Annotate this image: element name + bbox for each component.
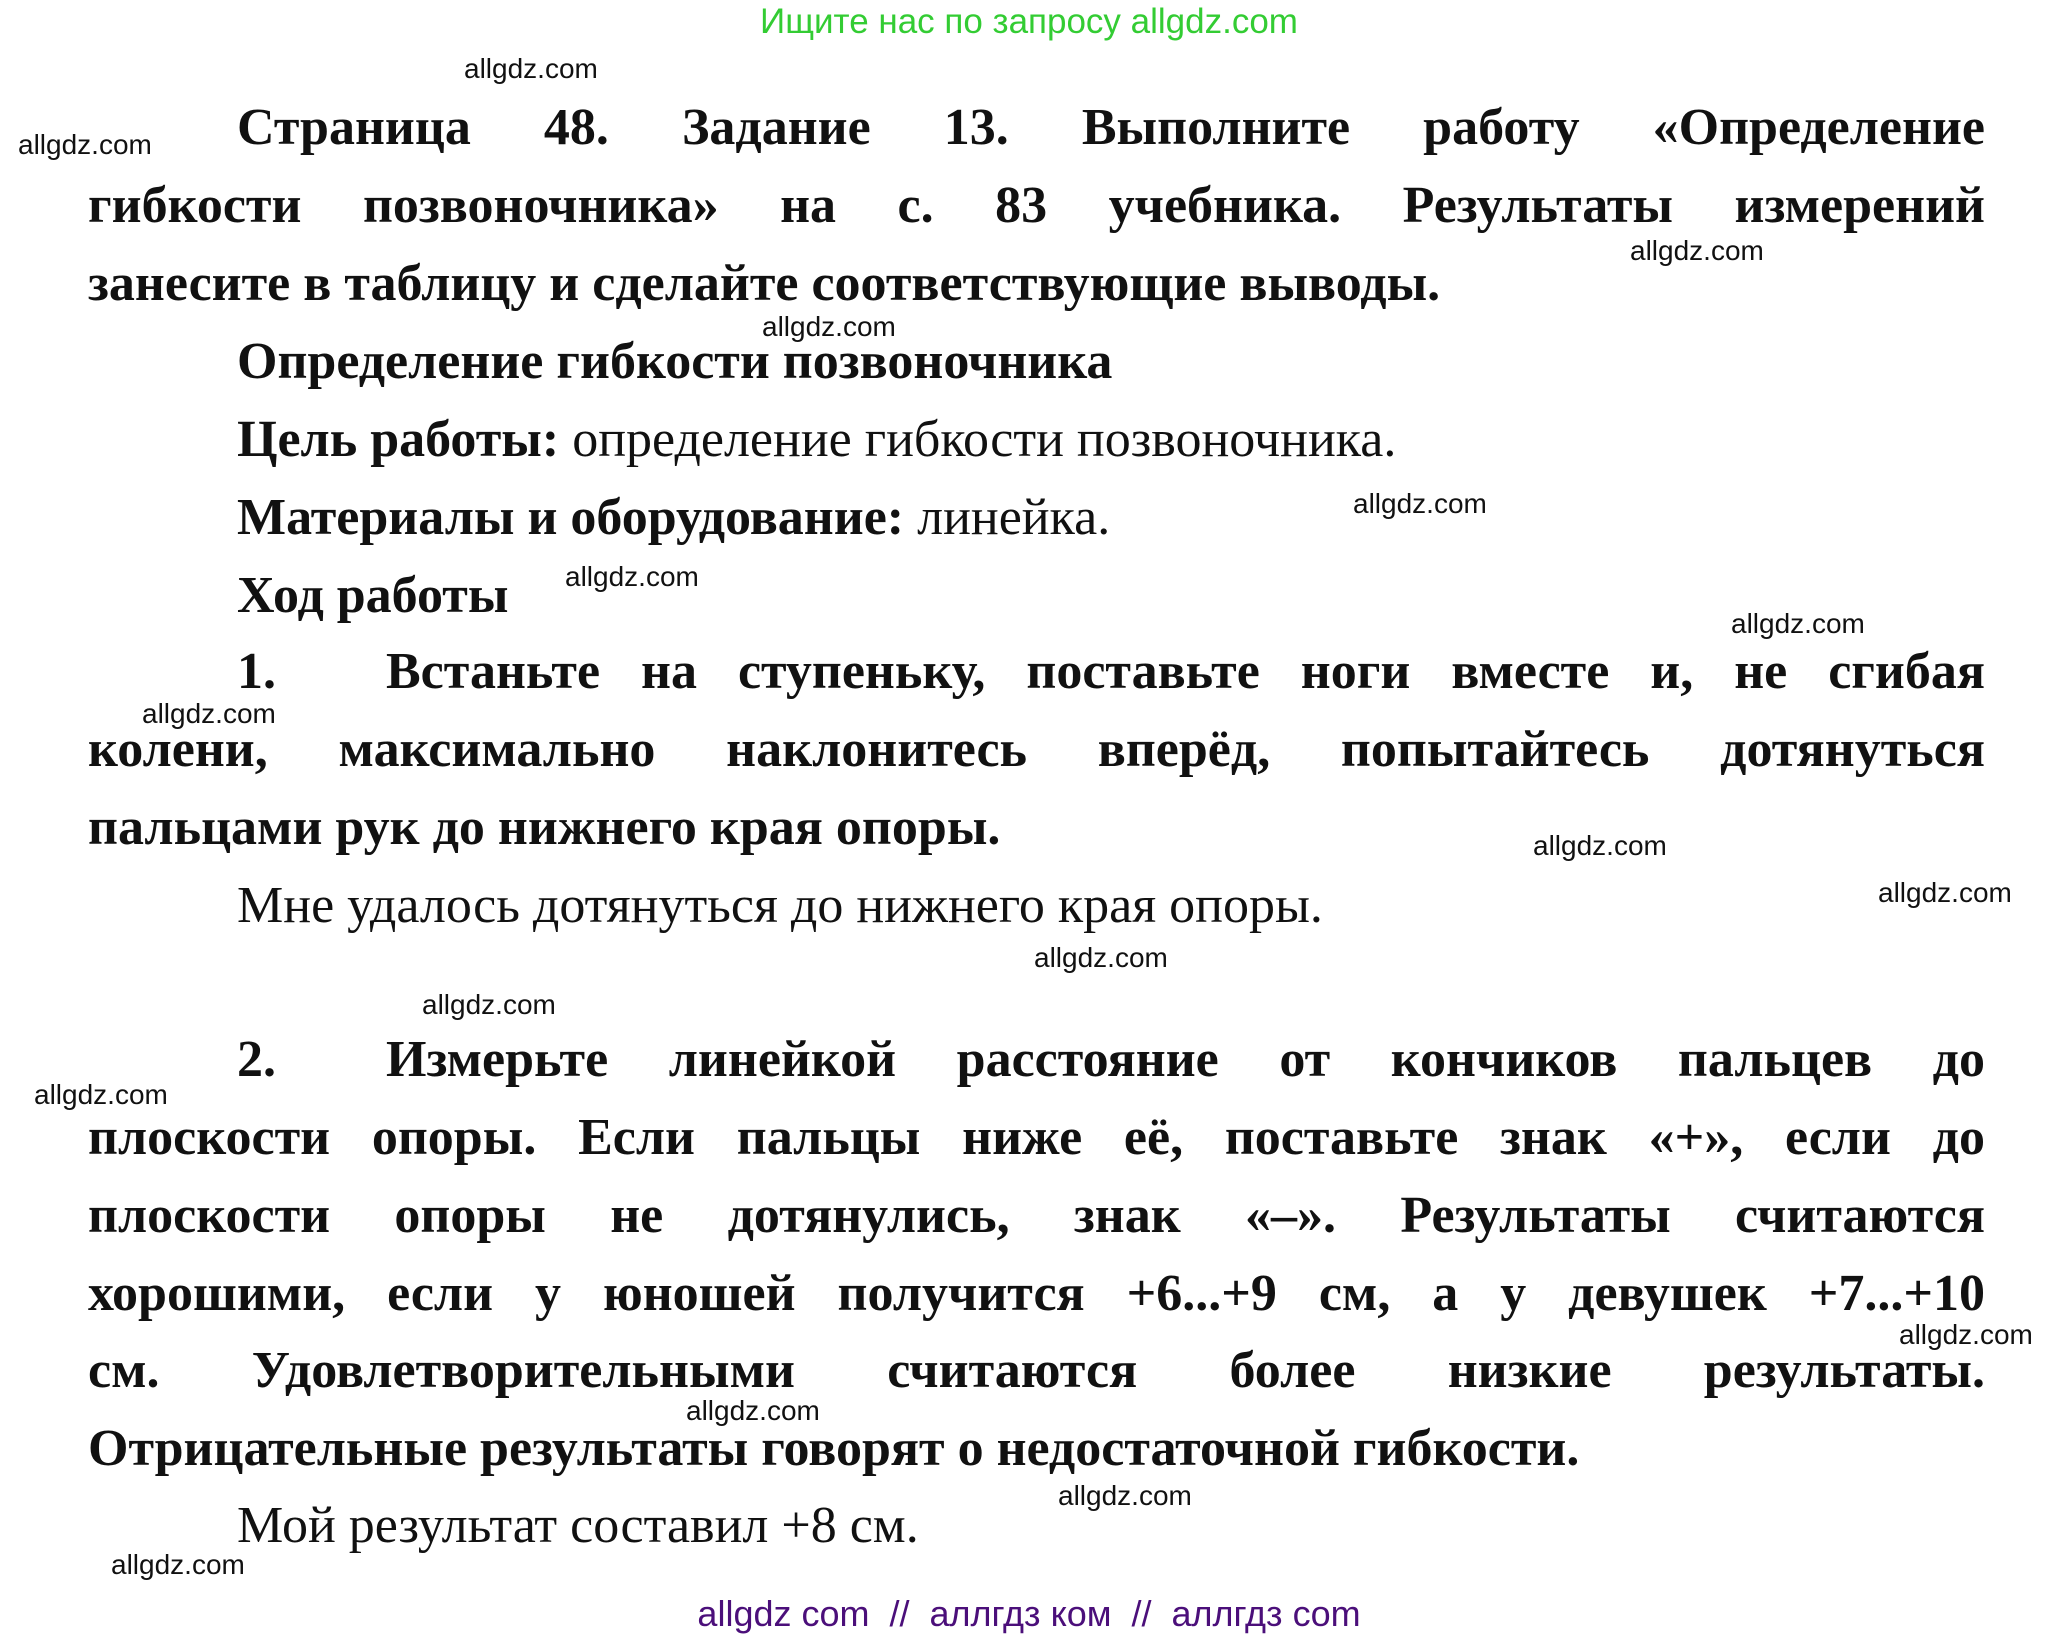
step1-answer: Мне удалось дотянуться до нижнего края опоры. bbox=[237, 877, 1323, 934]
watermark: allgdz.com bbox=[1899, 1319, 2033, 1350]
watermark: allgdz.com bbox=[1878, 877, 2012, 908]
task-line: занесите в таблицу и сделайте соответствующие выводы. bbox=[88, 255, 1441, 312]
goal-text: определение гибкости позвоночника. bbox=[559, 411, 1397, 468]
materials-label: Материалы и оборудование: bbox=[237, 489, 905, 546]
watermark: allgdz.com bbox=[1533, 830, 1667, 861]
watermark: allgdz.com bbox=[686, 1395, 820, 1426]
step1-line: Встаньте на ступеньку, поставьте ноги вместе и, не сгибая bbox=[386, 643, 1985, 700]
watermark: allgdz.com bbox=[422, 989, 556, 1020]
step1-line: пальцами рук до нижнего края опоры. bbox=[88, 799, 1001, 856]
watermark: allgdz.com bbox=[1630, 235, 1764, 266]
work-title: Определение гибкости позвоночника bbox=[237, 333, 1113, 390]
step2-line: Измерьте линейкой расстояние от кончиков пальцев до bbox=[386, 1031, 1985, 1088]
task-line: гибкости позвоночника» на с. 83 учебника. Результаты измерений bbox=[88, 177, 1985, 234]
watermark: allgdz.com bbox=[111, 1549, 245, 1580]
step1-line: колени, максимально наклонитесь вперёд, попытайтесь дотянуться bbox=[88, 721, 1985, 778]
task-line: Страница 48. Задание 13. Выполните работу «Определение bbox=[237, 99, 1985, 156]
goal-line bbox=[237, 408, 1396, 472]
step1-number: 1. bbox=[237, 643, 276, 700]
goal-label: Цель работы: bbox=[237, 411, 560, 468]
materials-line bbox=[237, 486, 1110, 550]
watermark: allgdz.com bbox=[1058, 1480, 1192, 1511]
watermark: allgdz.com bbox=[464, 53, 598, 84]
watermark: allgdz.com bbox=[565, 561, 699, 592]
search-hint-banner: Ищите нас по запросу allgdz.com bbox=[760, 2, 1298, 41]
progress-heading: Ход работы bbox=[237, 567, 509, 624]
watermark: allgdz.com bbox=[18, 129, 152, 160]
step2-line: Отрицательные результаты говорят о недостаточной гибкости. bbox=[88, 1420, 1580, 1477]
step2-line: плоскости опоры. Если пальцы ниже её, поставьте знак «+», если до bbox=[88, 1109, 1985, 1166]
watermark: allgdz.com bbox=[34, 1079, 168, 1110]
watermark: allgdz.com bbox=[1353, 488, 1487, 519]
step2-line: плоскости опоры не дотянулись, знак «–». Результаты считаются bbox=[88, 1187, 1985, 1244]
step2-line: хорошими, если у юношей получится +6...+9 см, а у девушек +7...+10 bbox=[88, 1265, 1985, 1322]
watermark: allgdz.com bbox=[762, 311, 896, 342]
step2-number: 2. bbox=[237, 1031, 276, 1088]
footer-links: allgdz com // аллгдз ком // аллгдз com bbox=[697, 1593, 1361, 1634]
watermark: allgdz.com bbox=[1731, 608, 1865, 639]
step2-answer: Мой результат составил +8 см. bbox=[237, 1497, 919, 1554]
materials-text: линейка. bbox=[904, 489, 1111, 546]
watermark: allgdz.com bbox=[1034, 942, 1168, 973]
watermark: allgdz.com bbox=[142, 698, 276, 729]
step2-line: см. Удовлетворительными считаются более низкие результаты. bbox=[88, 1342, 1985, 1399]
